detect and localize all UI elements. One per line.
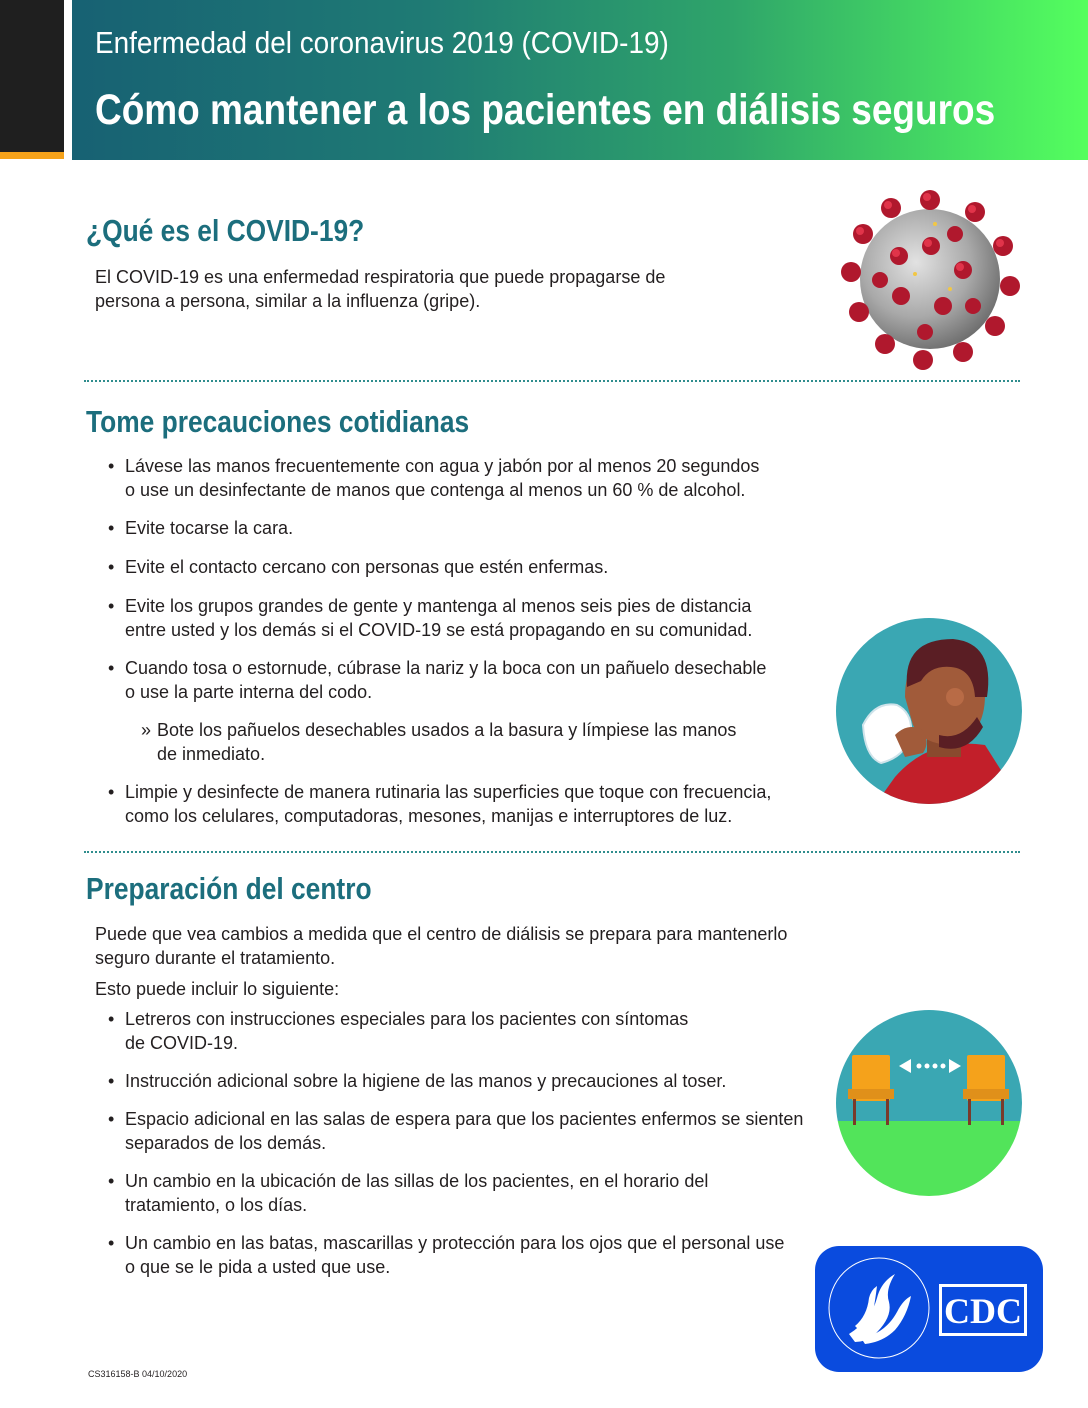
list-item <box>85 1169 815 1217</box>
section-divider <box>84 851 1020 853</box>
list-item-line: entre usted y los demás si el COVID-19 se está propagando en su comunidad. <box>125 620 753 640</box>
coronavirus-icon <box>835 184 1025 374</box>
list-item <box>85 1007 815 1055</box>
section-heading-what-is-covid: ¿Qué es el COVID-19? <box>86 213 365 248</box>
cdc-wordmark: CDC <box>944 1291 1022 1331</box>
header-orange-accent <box>0 152 64 159</box>
section-heading-precautions: Tome precauciones cotidianas <box>86 404 470 439</box>
list-item-line: separados de los demás. <box>125 1133 327 1153</box>
bullet-marker: • <box>108 1071 115 1091</box>
list-item <box>85 1107 815 1155</box>
list-item-line: Bote los pañuelos desechables usados a la basura y límpiese las manos <box>157 720 737 740</box>
list-item-line: Un cambio en la ubicación de las sillas de los pacientes, en el horario del <box>125 1171 709 1191</box>
bullet-marker: • <box>108 518 115 538</box>
facility-changes-list <box>85 1007 815 1279</box>
list-item-line: o use la parte interna del codo. <box>125 682 373 702</box>
header-black-strip <box>0 0 64 152</box>
bullet-marker: • <box>108 1109 115 1129</box>
person-sneezing-icon <box>835 617 1023 805</box>
list-item <box>85 454 805 502</box>
body-line: persona a persona, similar a la influenza (gripe). <box>95 291 481 311</box>
bullet-marker: • <box>108 782 115 802</box>
list-item-line: o use un desinfectante de manos que contenga al menos un 60 % de alcohol. <box>125 480 746 500</box>
list-item <box>85 780 805 828</box>
section-heading-facility-preparation: Preparación del centro <box>86 871 372 906</box>
list-item-line: Un cambio en las batas, mascarillas y protección para los ojos que el personal use <box>125 1233 785 1253</box>
list-item <box>85 516 805 540</box>
list-item-line: Cuando tosa o estornude, cúbrase la nariz y la boca con un pañuelo desechable <box>125 658 767 678</box>
header-banner <box>72 0 1088 160</box>
list-item <box>85 1069 815 1093</box>
list-item-line: Lávese las manos frecuentemente con agua y jabón por al menos 20 segundos <box>125 456 760 476</box>
body-line: Puede que vea cambios a medida que el centro de diálisis se prepara para mantenerlo <box>95 924 788 944</box>
list-item-line: Evite tocarse la cara. <box>125 518 294 538</box>
social-distance-chairs-icon <box>835 1009 1023 1197</box>
list-item-line: tratamiento, o los días. <box>125 1195 308 1215</box>
list-item <box>85 555 805 579</box>
document-code: CS316158-B 04/10/2020 <box>88 1369 188 1379</box>
list-item <box>85 594 805 642</box>
facility-lead: Esto puede incluir lo siguiente: <box>95 979 340 999</box>
list-item-line: Letreros con instrucciones especiales para los pacientes con síntomas <box>125 1009 689 1029</box>
list-item-line: Limpie y desinfecte de manera rutinaria las superficies que toque con frecuencia, <box>125 782 772 802</box>
precautions-list <box>85 454 805 828</box>
list-item-line: como los celulares, computadoras, mesones, manijas e interruptores de luz. <box>125 806 733 826</box>
list-item-line: de inmediato. <box>157 744 266 764</box>
bullet-marker: • <box>108 557 115 577</box>
bullet-marker: » <box>141 720 152 740</box>
bullet-marker: • <box>108 1171 115 1191</box>
body-line: El COVID-19 es una enfermedad respiratoria que puede propagarse de <box>95 267 666 287</box>
body-line: seguro durante el tratamiento. <box>95 948 336 968</box>
bullet-marker: • <box>108 658 115 678</box>
header-supertitle: Enfermedad del coronavirus 2019 (COVID-19) <box>95 25 669 60</box>
list-item-line: Evite el contacto cercano con personas que estén enfermas. <box>125 557 609 577</box>
bullet-marker: • <box>108 596 115 616</box>
list-item-line: Instrucción adicional sobre la higiene de las manos y precauciones al toser. <box>125 1071 727 1091</box>
list-item <box>85 656 805 704</box>
section-what-is-covid-body <box>95 265 665 313</box>
bullet-marker: • <box>108 1233 115 1253</box>
bullet-marker: • <box>108 456 115 476</box>
list-item-line: o que se le pida a usted que use. <box>125 1257 391 1277</box>
facility-intro <box>95 922 787 970</box>
cdc-hhs-logo <box>815 1246 1043 1372</box>
list-sub-item <box>85 718 805 766</box>
page-title: Cómo mantener a los pacientes en diálisis seguros <box>95 86 996 134</box>
bullet-marker: • <box>108 1009 115 1029</box>
list-item-line: Evite los grupos grandes de gente y mantenga al menos seis pies de distancia <box>125 596 752 616</box>
list-item-line: Espacio adicional en las salas de espera para que los pacientes enfermos se sienten <box>125 1109 804 1129</box>
list-item <box>85 1231 815 1279</box>
section-divider <box>84 380 1020 382</box>
list-item-line: de COVID-19. <box>125 1033 239 1053</box>
